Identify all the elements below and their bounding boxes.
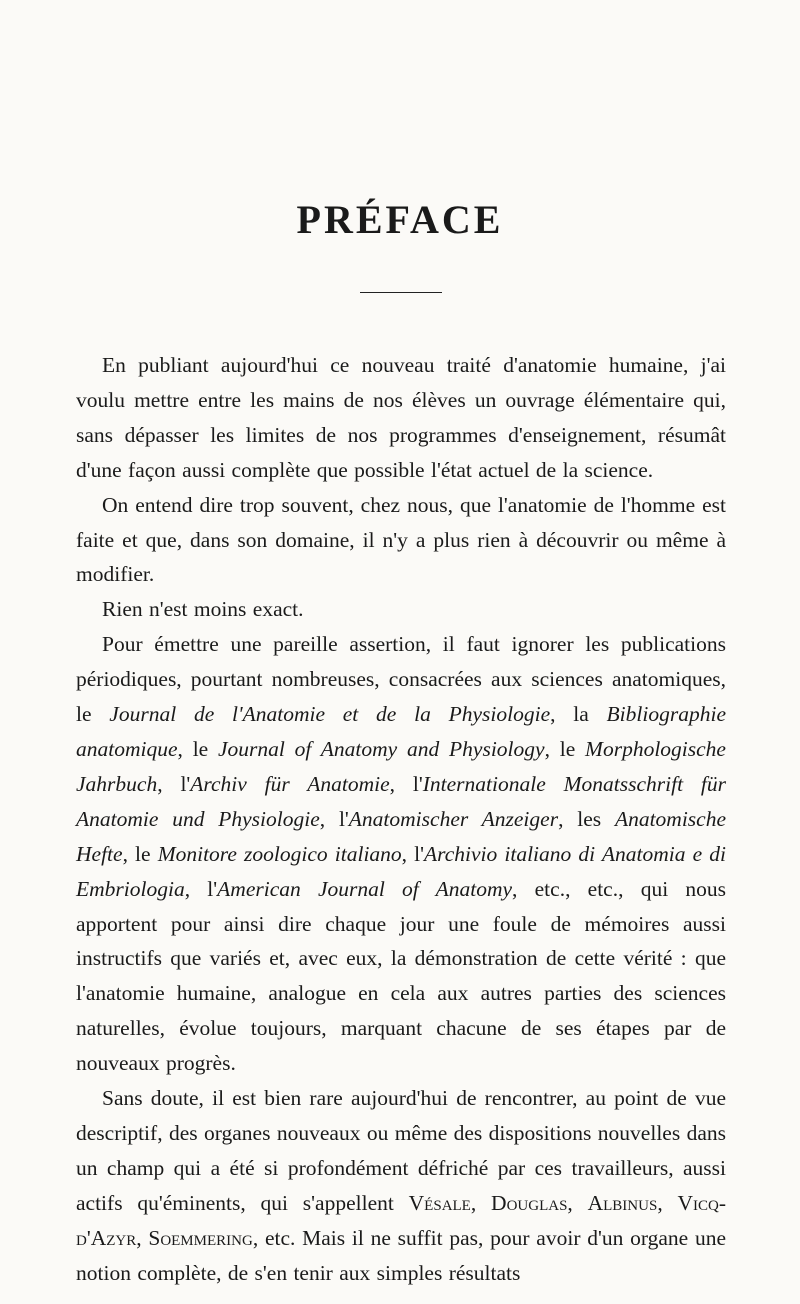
text-span: , l': [389, 771, 423, 796]
text-span: Pour émettre une pareille assertion, il faut ignorer les publications périodiques, pourtant nombreuses, consacrées aux sciences anatomiques, le: [76, 632, 726, 727]
journal-title: Archivio italiano di Anatomia e di Embriologia: [76, 841, 726, 901]
title-divider: [360, 292, 442, 293]
text-span: , les: [558, 806, 615, 831]
author-name: Vicq-d'Azyr: [76, 1190, 727, 1250]
author-name: Albinus: [587, 1190, 658, 1215]
journal-title: Archiv für Anatomie: [190, 771, 390, 796]
text-span: , le: [544, 736, 586, 761]
text-span: , l': [157, 771, 191, 796]
journal-title: Monitore zoologico italiano: [157, 841, 402, 866]
text-span: ,: [470, 1190, 492, 1215]
paragraph-4: [76, 627, 726, 1081]
paragraph-2: On entend dire trop souvent, chez nous, que l'anatomie de l'homme est faite et que, dans son domaine, il n'y a plus rien à découvrir ou même à modifier.: [76, 492, 726, 587]
paragraph-5: [76, 1081, 726, 1290]
text-span: , l': [401, 841, 425, 866]
journal-title: Anatomischer Anzeiger: [348, 806, 559, 831]
text-span: , l': [184, 876, 218, 901]
text-span: , l': [319, 806, 349, 831]
journal-title: American Journal of Anatomy: [217, 876, 513, 901]
text-span: , la: [550, 702, 607, 727]
text-span: , le: [177, 736, 218, 761]
journal-title: Journal de l'Anatomie et de la Physiologie: [109, 702, 551, 727]
author-name: Douglas: [491, 1190, 568, 1215]
text-span: , etc., etc., qui nous apportent pour ainsi dire chaque jour une foule de mémoires aussi instructifs que variés et, avec eux, la démonstration de cette vérité : que l'anatomie humaine, analogue en cela aux autres parties des sciences naturelles, évolue toujours, marquant chacune de ses étapes par de nouveaux progrès.: [76, 876, 726, 1076]
preface-body: [76, 348, 726, 1290]
text-span: Sans doute, il est bien rare aujourd'hui de rencontrer, au point de vue descriptif, des organes nouveaux ou même des dispositions nouvelles dans un champ qui a été si profondément défriché par ces travailleurs, aussi actifs qu'éminents, qui s'appellent: [76, 1086, 726, 1215]
journal-title: Anatomische Hefte: [76, 806, 726, 866]
journal-title: Internationale Monatsschrift für Anatomie und Physiologie: [76, 771, 726, 831]
author-name: Vésale: [408, 1190, 471, 1215]
text-span: , le: [122, 841, 158, 866]
journal-title: Morphologische Jahrbuch: [76, 736, 726, 796]
paragraph-3: Rien n'est moins exact.: [102, 597, 304, 622]
text-span: ,: [136, 1225, 149, 1250]
journal-title: Journal of Anatomy and Physiology: [218, 736, 545, 761]
text-span: , etc. Mais il ne suffit pas, pour avoir d'un organe une notion complète, de s'en tenir aux simples résultats: [76, 1225, 727, 1285]
page-title: PRÉFACE: [296, 197, 504, 242]
text-span: ,: [567, 1190, 588, 1215]
paragraph-1: En publiant aujourd'hui ce nouveau traité d'anatomie humaine, j'ai voulu mettre entre les mains de nos élèves un ouvrage élémentaire qui, sans dépasser les limites de nos programmes d'enseignement, résumât d'une façon aussi complète que possible l'état actuel de la science.: [76, 353, 726, 482]
text-span: ,: [657, 1190, 678, 1215]
journal-title: Bibliographie anatomique: [76, 702, 726, 761]
author-name: Soemmering: [148, 1225, 253, 1250]
